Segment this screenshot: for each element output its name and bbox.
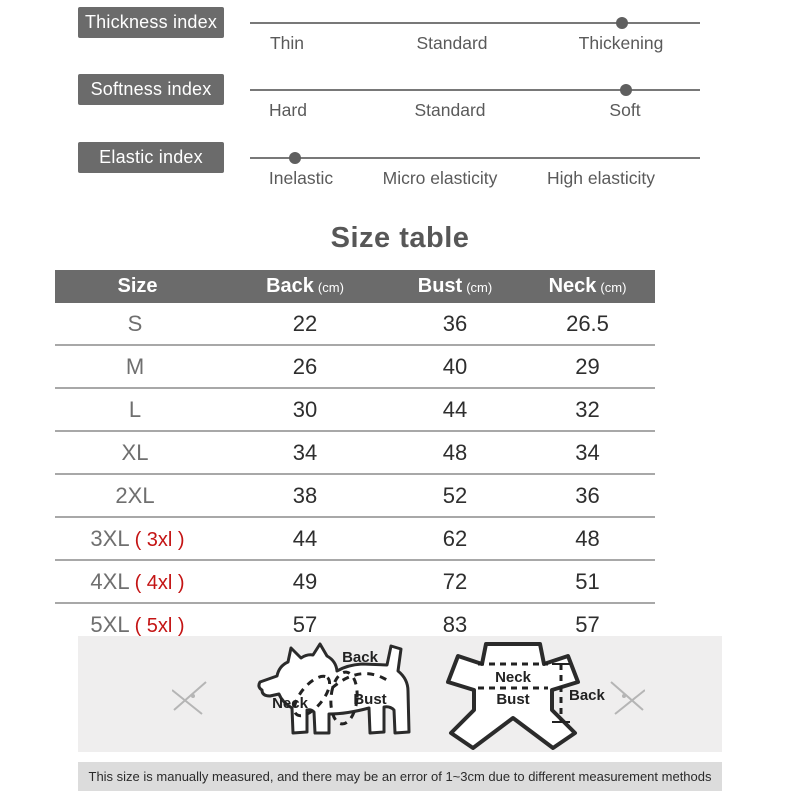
softness-option-soft: Soft <box>609 100 641 120</box>
garment-measure-diagram-icon <box>428 638 608 753</box>
thickness-index-track <box>250 22 700 24</box>
garment-back-label: Back <box>569 687 605 704</box>
neck-cell: 51 <box>520 560 655 603</box>
thickness-index-row <box>0 6 800 68</box>
column-header-back: Back (cm) <box>220 270 390 303</box>
neck-cell: 36 <box>520 474 655 517</box>
back-cell: 26 <box>220 345 390 388</box>
bust-cell: 83 <box>442 611 468 637</box>
back-cell: 49 <box>220 560 390 603</box>
back-cell: 57 <box>292 611 318 637</box>
elastic-index-dot <box>289 152 301 164</box>
softness-index-track <box>250 89 700 91</box>
softness-option-standard: Standard <box>414 100 486 120</box>
neck-cell: 48 <box>520 517 655 560</box>
elastic-index-track <box>250 157 700 159</box>
table-row-m <box>55 345 655 388</box>
column-header-neck: Neck (cm) <box>520 270 655 303</box>
size-cell: 2XL <box>115 482 155 508</box>
dog-measure-diagram-icon <box>232 638 432 750</box>
dog-bust-label: Bust <box>353 691 387 708</box>
size-alt-cell: ( 5xl ) <box>134 614 185 637</box>
neck-cell: 57 <box>575 611 600 637</box>
bust-cell: 48 <box>390 431 520 474</box>
elastic-index-row <box>0 141 800 203</box>
bust-cell: 36 <box>390 303 520 345</box>
bust-cell: 62 <box>390 517 520 560</box>
size-cell: M <box>125 353 145 379</box>
bust-cell: 44 <box>390 388 520 431</box>
table-row-xl <box>55 431 655 474</box>
thickness-option-standard: Standard <box>416 33 488 53</box>
thickness-index-badge: Thickness index <box>78 7 224 38</box>
table-row-s <box>55 303 655 345</box>
elastic-index-badge: Elastic index <box>78 142 224 173</box>
size-table-header-row <box>55 270 655 303</box>
softness-index-row <box>0 73 800 135</box>
garment-bust-label: Bust <box>496 691 530 708</box>
size-cell: L <box>128 396 142 422</box>
size-cell: S <box>127 310 143 336</box>
softness-index-dot <box>620 84 632 96</box>
back-cell: 44 <box>220 517 390 560</box>
table-row-3xl <box>55 517 655 560</box>
elastic-option-micro: Micro elasticity <box>382 168 498 188</box>
size-alt-cell: ( 4xl ) <box>134 571 185 594</box>
garment-neck-label: Neck <box>495 669 531 686</box>
back-cell: 34 <box>220 431 390 474</box>
back-cell: 30 <box>220 388 390 431</box>
back-cell: 38 <box>220 474 390 517</box>
elastic-option-high: High elasticity <box>547 168 655 188</box>
table-row-4xl <box>55 560 655 603</box>
softness-option-hard: Hard <box>269 100 307 120</box>
dog-neck-label: Neck <box>272 695 308 712</box>
bust-cell: 40 <box>390 345 520 388</box>
elastic-option-inelastic: Inelastic <box>268 168 334 188</box>
size-alt-cell: ( 3xl ) <box>134 528 185 551</box>
neck-cell: 26.5 <box>520 303 655 345</box>
neck-cell: 29 <box>520 345 655 388</box>
neck-cell: 32 <box>520 388 655 431</box>
neck-cell: 34 <box>520 431 655 474</box>
size-cell: 5XL <box>90 611 130 637</box>
measurement-disclaimer-bar <box>78 762 722 791</box>
thickness-option-thin: Thin <box>269 33 305 53</box>
table-row-l <box>55 388 655 431</box>
back-cell: 22 <box>220 303 390 345</box>
size-table <box>55 270 655 645</box>
measurement-diagram-panel <box>78 636 722 752</box>
size-cell: 4XL <box>90 568 130 594</box>
column-header-size: Size <box>55 270 220 303</box>
bust-cell: 52 <box>390 474 520 517</box>
bust-cell: 72 <box>390 560 520 603</box>
left-cut-mark-icon <box>172 680 212 716</box>
table-row-2xl <box>55 474 655 517</box>
size-table-title: Size table <box>330 222 470 254</box>
dog-back-label: Back <box>342 649 378 666</box>
softness-index-badge: Softness index <box>78 74 224 105</box>
right-cut-mark-icon <box>605 680 645 716</box>
thickness-option-thickening: Thickening <box>578 33 664 53</box>
column-header-bust: Bust (cm) <box>390 270 520 303</box>
size-cell: XL <box>121 439 149 465</box>
thickness-index-dot <box>616 17 628 29</box>
measurement-disclaimer-text: This size is manually measured, and there may be an error of 1~3cm due to different measurement methods <box>88 769 712 784</box>
size-cell: 3XL <box>90 525 130 551</box>
